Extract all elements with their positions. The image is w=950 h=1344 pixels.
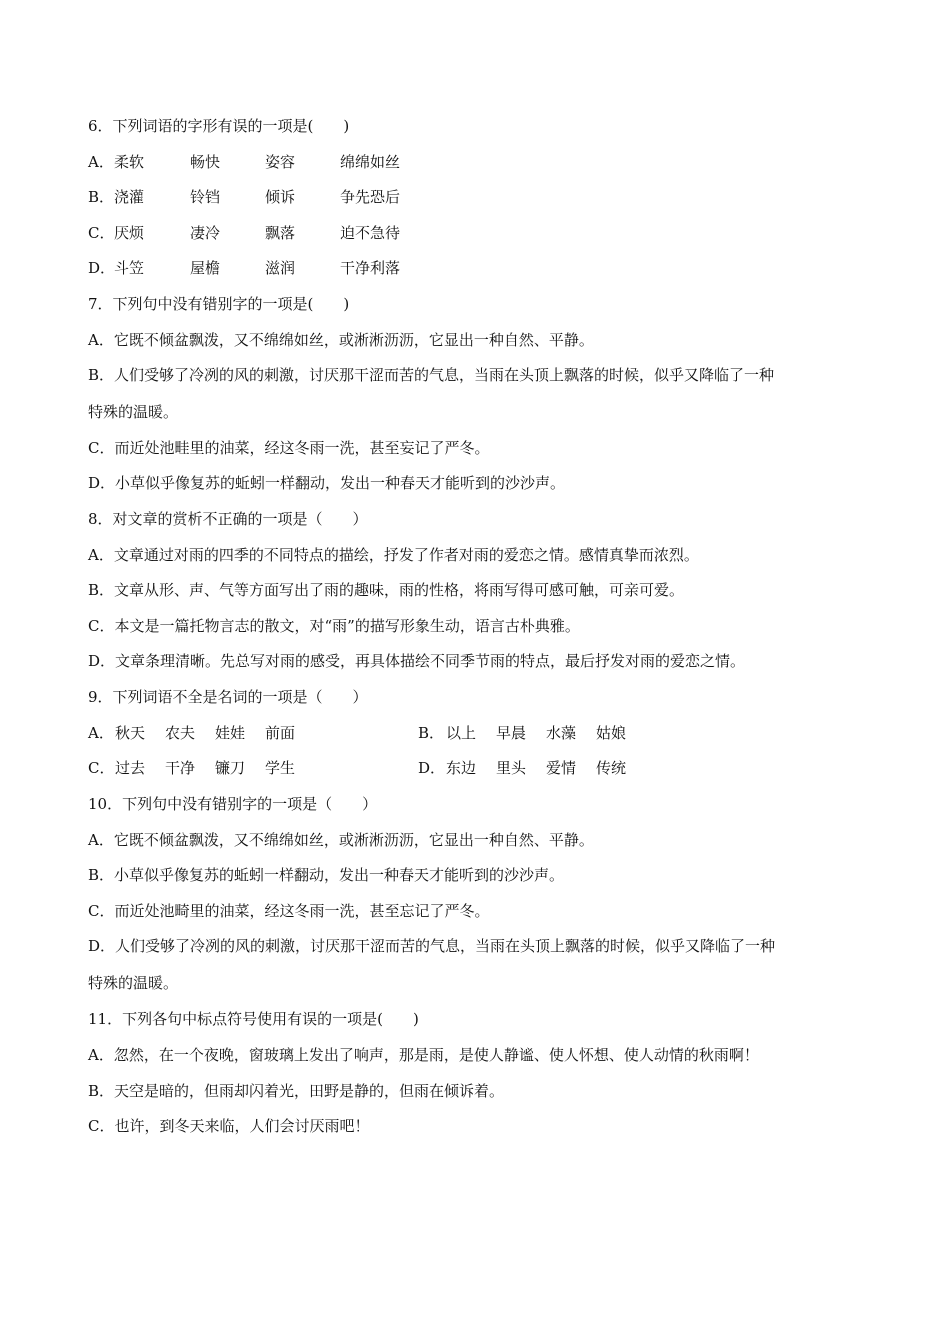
option-word: 水藻: [546, 724, 577, 742]
option-word: 铃铛: [190, 188, 221, 206]
option-word: 飘落: [265, 224, 296, 242]
question-10-option-a: A．它既不倾盆飘泼，又不绵绵如丝，或淅淅沥沥，它显出一种自然、平静。: [88, 831, 594, 849]
option-label: D．: [88, 259, 116, 277]
option-label: B．: [88, 188, 115, 206]
question-7-option-c: C．而近处池畦里的油菜，经这冬雨一洗，甚至妄记了严冬。: [88, 439, 490, 457]
option-word: 娃娃: [215, 724, 246, 742]
option-label: A．: [88, 153, 114, 171]
question-10-option-d-continued: 特殊的温暖。: [88, 974, 179, 992]
option-word: 前面: [265, 724, 296, 742]
option-word: 畅快: [190, 153, 221, 171]
option-word: 镰刀: [215, 759, 246, 777]
option-word: 东边: [446, 759, 477, 777]
option-word: 干净: [165, 759, 196, 777]
question-8-option-d: D．文章条理清晰。先总写对雨的感受，再具体描绘不同季节雨的特点，最后抒发对雨的爱恋之情。: [88, 652, 746, 670]
question-7-option-a: A．它既不倾盆飘泼，又不绵绵如丝，或淅淅沥沥，它显出一种自然、平静。: [88, 331, 594, 349]
option-word: 凄冷: [190, 224, 221, 242]
question-8-option-c: C．本文是一篇托物言志的散文，对“雨”的描写形象生动，语言古朴典雅。: [88, 617, 580, 635]
option-word: 爱情: [546, 759, 577, 777]
option-word: 姑娘: [596, 724, 627, 742]
question-11-option-c: C．也许，到冬天来临，人们会讨厌雨吧！: [88, 1117, 370, 1135]
question-10-option-b: B．小草似乎像复苏的蚯蚓一样翻动，发出一种春天才能听到的沙沙声。: [88, 866, 565, 884]
question-11-stem: 11．下列各句中标点符号使用有误的一项是( ): [88, 1010, 419, 1028]
question-10-option-d: D．人们受够了冷冽的风的刺激，讨厌那干涩而苦的气息，当雨在头顶上飘落的时候，似乎又降临了一种: [88, 937, 776, 955]
option-label: A．: [88, 724, 114, 742]
option-word: 浇灌: [114, 188, 145, 206]
option-word: 厌烦: [114, 224, 145, 242]
question-7-stem: 7．下列句中没有错别字的一项是( ): [88, 295, 350, 313]
question-7-option-d: D．小草似乎像复苏的蚯蚓一样翻动，发出一种春天才能听到的沙沙声。: [88, 474, 566, 492]
option-word: 倾诉: [265, 188, 296, 206]
question-10-option-c: C．而近处池畸里的油菜，经这冬雨一洗，甚至忘记了严冬。: [88, 902, 490, 920]
option-word: 绵绵如丝: [340, 153, 401, 171]
question-11-option-b: B．天空是暗的，但雨却闪着光，田野是静的，但雨在倾诉着。: [88, 1082, 505, 1100]
option-word: 农夫: [165, 724, 196, 742]
option-word: 里头: [496, 759, 527, 777]
question-7-option-b-continued: 特殊的温暖。: [88, 403, 179, 421]
option-label: D．: [418, 759, 446, 777]
option-word: 以上: [446, 724, 477, 742]
option-word: 姿容: [265, 153, 296, 171]
question-11-option-a: A．忽然，在一个夜晚，窗玻璃上发出了响声，那是雨，是使人静谧、使人怀想、使人动情的秋雨啊！: [88, 1046, 759, 1064]
option-word: 斗笠: [114, 259, 145, 277]
question-8-option-a: A．文章通过对雨的四季的不同特点的描绘，抒发了作者对雨的爱恋之情。感情真挚而浓烈。: [88, 546, 699, 564]
option-word: 干净利落: [340, 259, 401, 277]
option-word: 争先恐后: [340, 188, 401, 206]
option-word: 传统: [596, 759, 627, 777]
question-9-stem: 9．下列词语不全是名词的一项是（ ）: [88, 688, 368, 706]
question-10-stem: 10．下列句中没有错别字的一项是（ ）: [88, 795, 378, 813]
option-word: 过去: [115, 759, 146, 777]
option-word: 滋润: [265, 259, 296, 277]
option-word: 柔软: [114, 153, 145, 171]
option-label: C．: [88, 224, 115, 242]
option-word: 秋天: [115, 724, 146, 742]
option-word: 迫不急待: [340, 224, 401, 242]
option-label: B．: [418, 724, 445, 742]
option-word: 学生: [265, 759, 296, 777]
option-label: C．: [88, 759, 115, 777]
question-7-option-b: B．人们受够了冷冽的风的刺激，讨厌那干涩而苦的气息，当雨在头顶上飘落的时候，似乎又降临了一种: [88, 366, 775, 384]
question-8-stem: 8．对文章的赏析不正确的一项是（ ）: [88, 510, 368, 528]
question-8-option-b: B．文章从形、声、气等方面写出了雨的趣味，雨的性格，将雨写得可感可触，可亲可爱。: [88, 581, 685, 599]
question-6-stem: 6．下列词语的字形有误的一项是( ): [88, 117, 350, 135]
option-word: 早晨: [496, 724, 527, 742]
option-word: 屋檐: [190, 259, 221, 277]
